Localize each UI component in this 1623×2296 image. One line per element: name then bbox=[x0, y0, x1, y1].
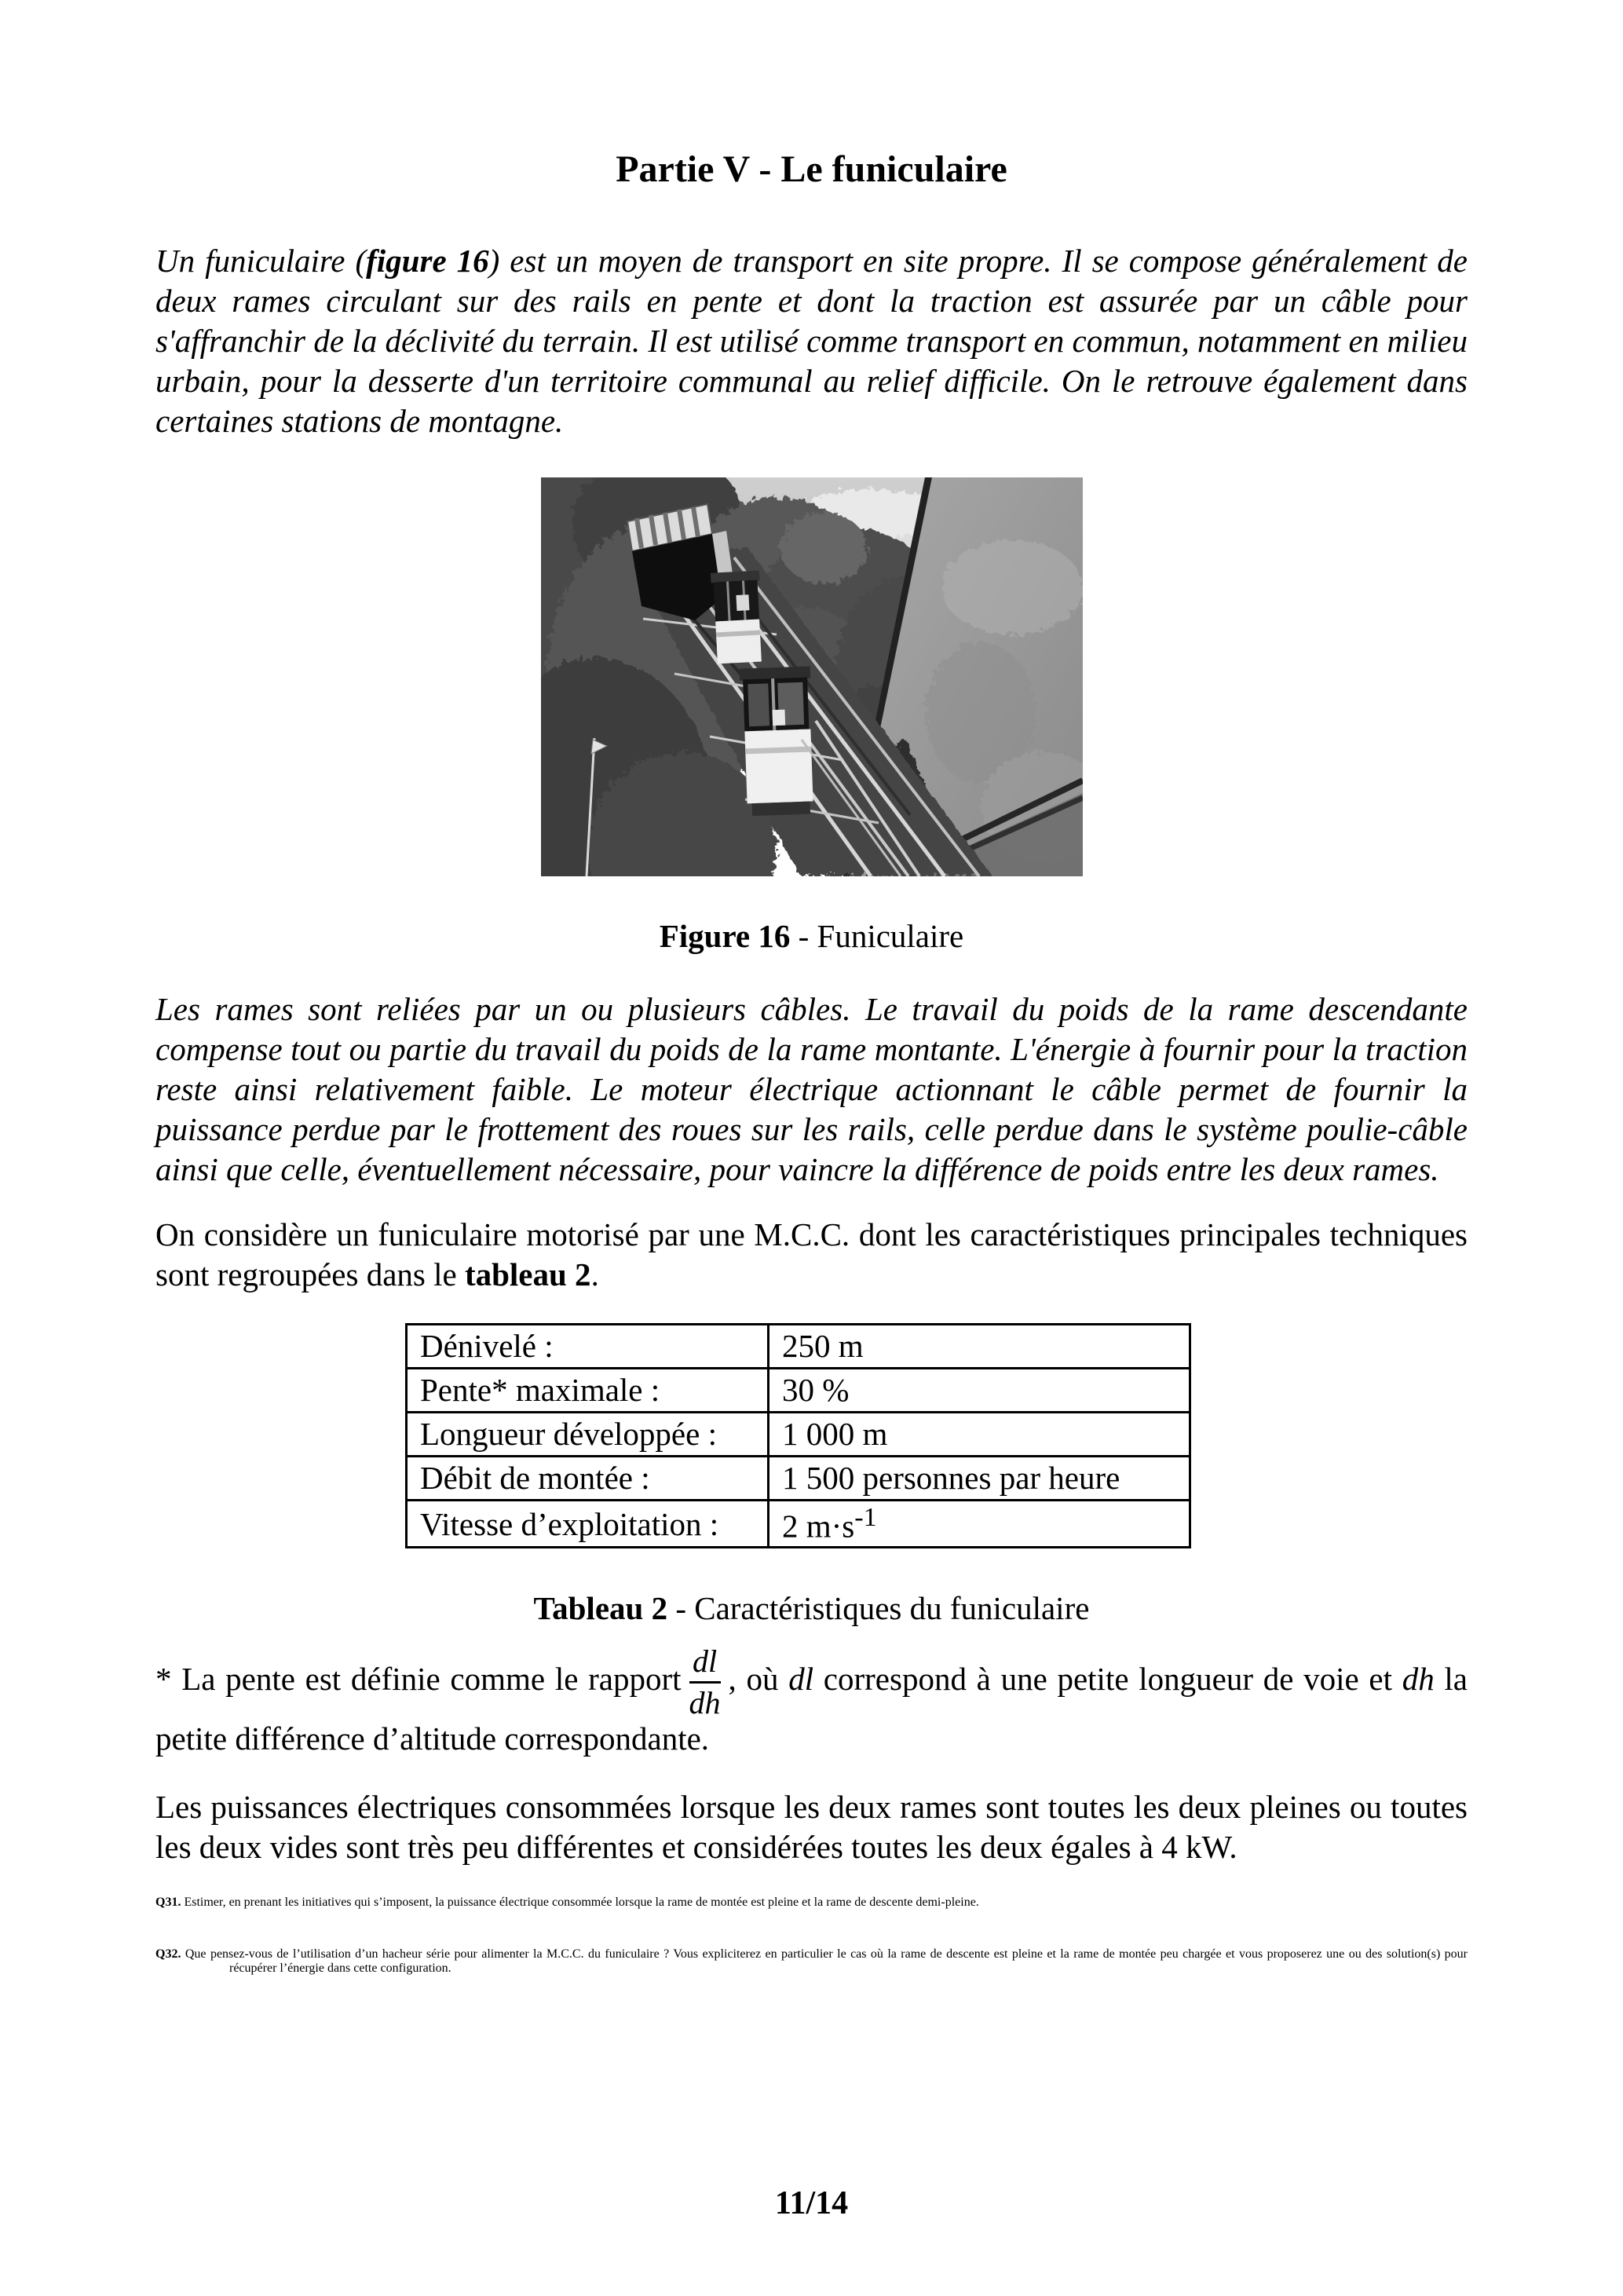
specs-table bbox=[405, 1323, 1191, 1549]
table-row bbox=[407, 1412, 1190, 1456]
row-label: Vitesse d’exploitation : bbox=[407, 1500, 769, 1548]
exponent: -1 bbox=[854, 1502, 877, 1532]
row-value: 250 m bbox=[769, 1324, 1190, 1368]
table-row bbox=[407, 1456, 1190, 1500]
table-row bbox=[407, 1500, 1190, 1548]
question-q31 bbox=[155, 1896, 1468, 1910]
page-title: Partie V - Le funiculaire bbox=[616, 148, 1007, 190]
figure-caption bbox=[155, 917, 1468, 955]
intro-paragraph bbox=[155, 241, 1468, 441]
question-number: Q32. bbox=[155, 1947, 181, 1961]
question-text: Que pensez-vous de l’utilisation d’un hacheur série pour alimenter la M.C.C. du funiculaire ? Vous expliciterez en particulier le cas où la rame de descente est pleine et la rame de montée peu chargée et vous proposerez une ou des solution(s) pour récupérer l’énergie dans cette configuration. bbox=[185, 1947, 1468, 1976]
row-label: Longueur développée : bbox=[407, 1412, 769, 1456]
page-number: 11/14 bbox=[774, 2185, 849, 2221]
table-caption-label: Tableau 2 bbox=[533, 1590, 668, 1627]
row-label: Pente* maximale : bbox=[407, 1368, 769, 1412]
slope-footnote: * La pente est définie comme le rapport $\frac{dl}{dh}$ , où dl correspond à une petite longueur de voie et dh la petite différence d’altitude correspondante. bbox=[155, 1643, 1468, 1757]
row-value: 30 % bbox=[769, 1368, 1190, 1412]
row-value: 2 $m\cdot s^{-1}$ bbox=[769, 1500, 1190, 1548]
intro-post: ) est un moyen de transport en site propre. Il se compose généralement de deux rames circulant sur des rails en pente et dont la traction est assurée par un câble pour s'affranchir de la déclivité du terrain. Il est utilisé comme transport en commun, notamment en milieu urbain, pour la desserte d'un territoire communal au relief difficile. On le retrouve également dans certaines stations de montagne. bbox=[155, 242, 1468, 439]
question-number: Q31. bbox=[155, 1896, 181, 1910]
upper-cabin bbox=[710, 570, 763, 664]
fraction-numerator: dl bbox=[692, 1643, 718, 1680]
table-row bbox=[407, 1368, 1190, 1412]
variable-dl: dl bbox=[788, 1661, 814, 1698]
row-label: Débit de montée : bbox=[407, 1456, 769, 1500]
figure-16 bbox=[541, 477, 1083, 876]
figure-reference: figure 16 bbox=[366, 242, 489, 279]
page-content bbox=[155, 0, 1468, 1976]
funicular-photo bbox=[541, 477, 1083, 876]
fraction-dl-dh bbox=[689, 1643, 721, 1721]
power-paragraph: Les puissances électriques consommées lorsque les deux rames sont toutes les deux pleines ou toutes les deux vides sont très peu différentes et considérées toutes les deux égales à 4 kW. bbox=[155, 1789, 1468, 1866]
consider-paragraph: On considère un funiculaire motorisé par une M.C.C. dont les caractéristiques principales techniques sont regroupées dans le tableau 2. bbox=[155, 1216, 1468, 1292]
question-q32 bbox=[155, 1947, 1468, 1976]
table-caption-text: - Caractéristiques du funiculaire bbox=[667, 1590, 1090, 1627]
row-value: 1 000 m bbox=[769, 1412, 1190, 1456]
row-value: 1 500 personnes par heure bbox=[769, 1456, 1190, 1500]
cables-paragraph: Les rames sont reliées par un ou plusieurs câbles. Le travail du poids de la rame descendante compense tout ou partie du travail du poids de la rame montante. L'énergie à fournir pour la traction reste ainsi relativement faible. Le moteur électrique actionnant le câble permet de fournir la puissance perdue par le frottement des roues sur les rails, celle perdue dans le système poulie-câble ainsi que celle, éventuellement nécessaire, pour vaincre la différence de poids entre les deux rames. bbox=[155, 990, 1468, 1187]
figure-caption-text: - Funiculaire bbox=[790, 917, 964, 954]
figure-caption-label: Figure 16 bbox=[659, 917, 791, 954]
row-label: Dénivelé : bbox=[407, 1324, 769, 1368]
table-row bbox=[407, 1324, 1190, 1368]
table-reference: tableau 2 bbox=[464, 1256, 591, 1292]
intro-pre: Un funiculaire ( bbox=[155, 242, 367, 279]
question-text: Estimer, en prenant les initiatives qui s’imposent, la puissance électrique consommée lorsque la rame de montée est pleine et la rame de descente demi-pleine. bbox=[184, 1896, 979, 1910]
fraction-denominator: dh bbox=[689, 1681, 721, 1719]
variable-dh: dh bbox=[1402, 1661, 1435, 1698]
table-caption bbox=[155, 1589, 1468, 1627]
